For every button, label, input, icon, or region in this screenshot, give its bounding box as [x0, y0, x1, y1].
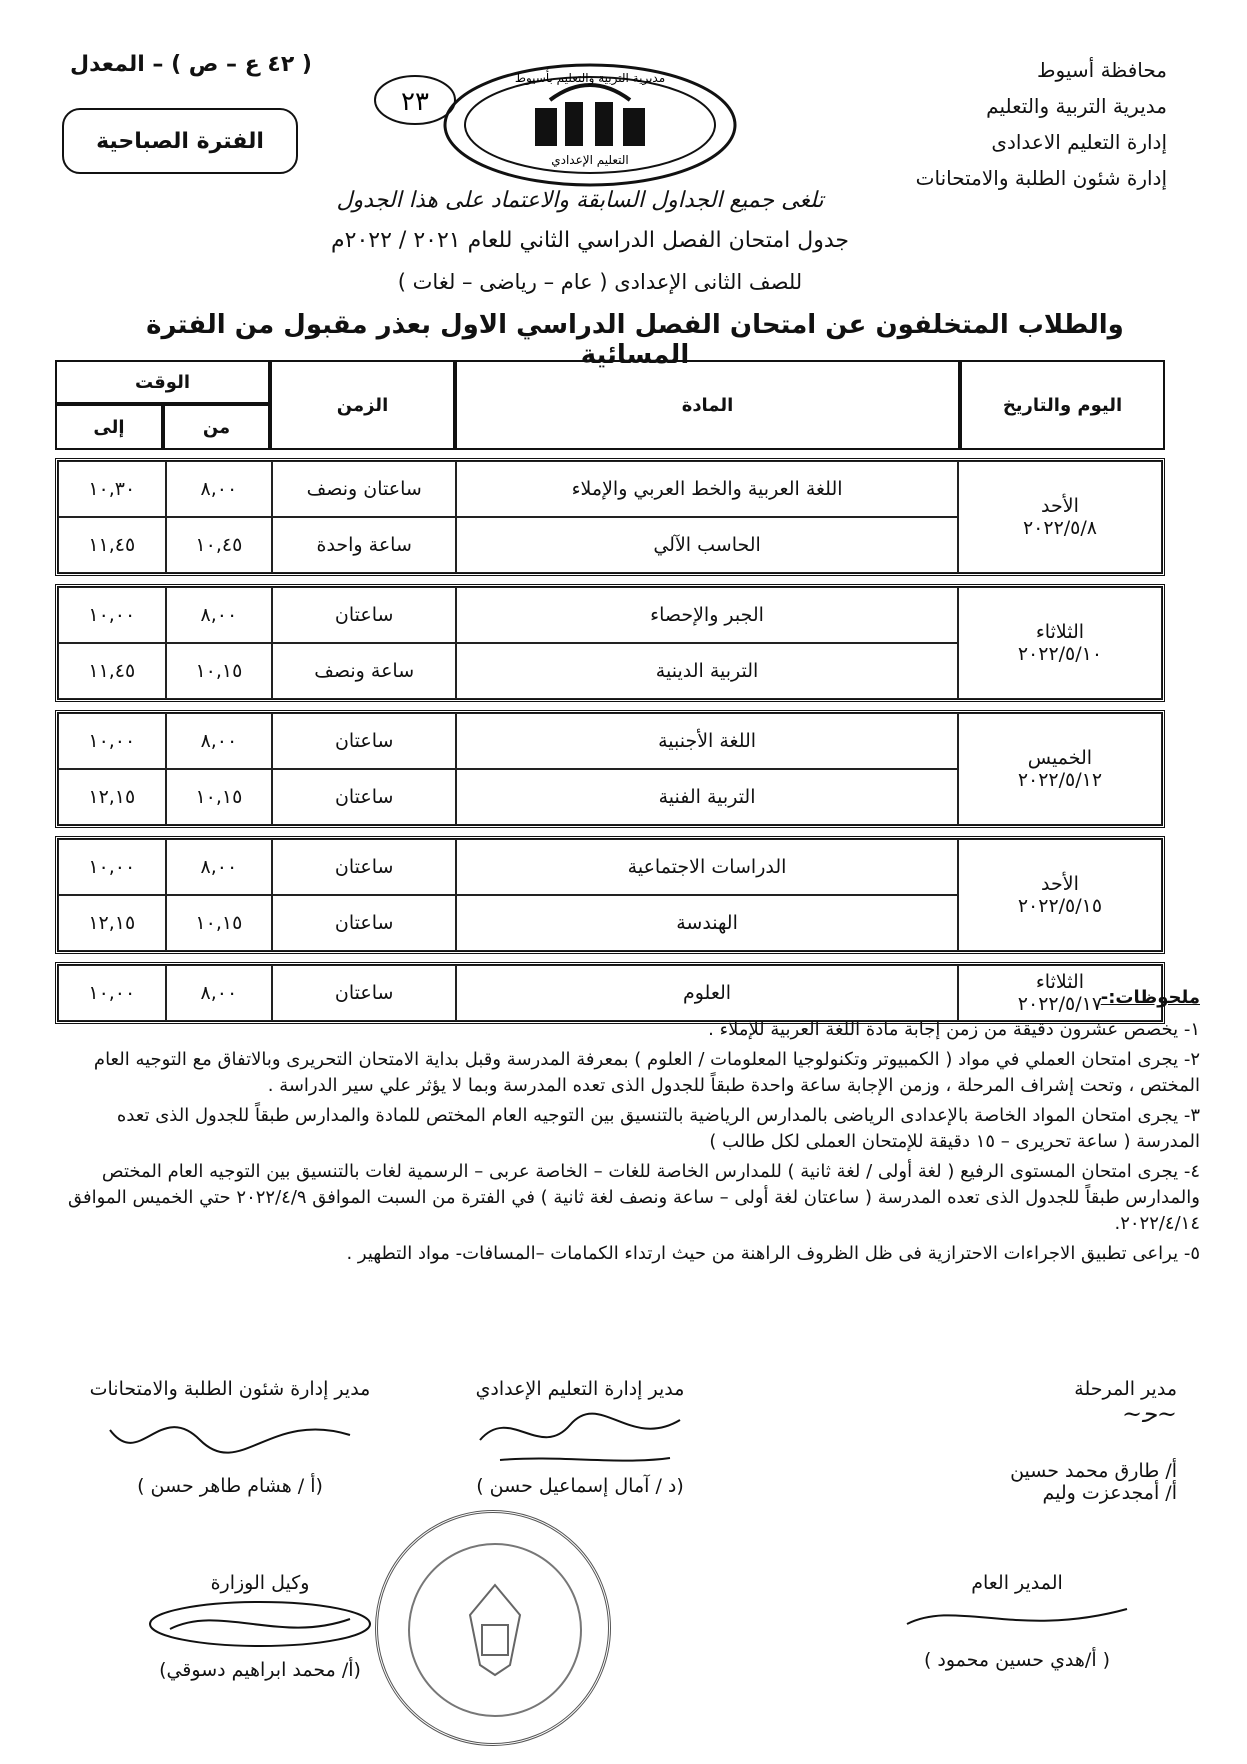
day-date-cell [958, 587, 1162, 699]
affairs-director-name: (أ / هشام طاهر حسن ) [137, 1475, 323, 1497]
subject-cell: الحاسب الآلي [456, 517, 958, 573]
exam-date: ٢٠٢٢/٥/١٥ [1017, 895, 1103, 917]
day-name: الأحد [1041, 873, 1079, 895]
signature-scribble-icon [130, 1594, 390, 1654]
prep-director-title: مدير إدارة التعليم الإعدادي [475, 1378, 685, 1400]
day-name: الأحد [1041, 495, 1079, 517]
stamp-eagle-icon [408, 1543, 582, 1717]
note-item: ٢- يجرى امتحان العملي في مواد ( الكمبيوتر وتكنولوجيا المعلومات / العلوم ) بمعرفة المدرسة وقبل بداية الامتحان التحريرى وبالاتفاق مع التوجيه العام المختص ، وتحت إشراف المرحلة ، وزمن الإجابة ساعة واحدة طبقاً للجدول الذى تعده المدرسة وبما لا يؤثر علي سير الدراسة . [93, 1049, 1200, 1096]
prep-director-signature [380, 1378, 780, 1497]
subject-cell: اللغة العربية والخط العربي والإملاء [456, 461, 958, 517]
ministry-logo [440, 60, 740, 190]
header-duration: الزمن [270, 360, 455, 450]
subject-cell: الدراسات الاجتماعية [456, 839, 958, 895]
affairs-director-signature [70, 1378, 390, 1497]
header-day: اليوم والتاريخ [960, 360, 1165, 450]
subject-cell: التربية الدينية [456, 643, 958, 699]
exam-date: ٢٠٢٢/٥/٨ [1022, 517, 1097, 539]
day-name: الخميس [1027, 747, 1093, 769]
table-row [58, 587, 1162, 643]
stage-manager-name-2: أ/ أمجدعزت وليم [1042, 1482, 1177, 1504]
exam-schedule-table [55, 360, 1165, 1024]
note-item: ٣- يجرى امتحان المواد الخاصة بالإعدادى الرياضى بالمدارس الرياضية بالتنسيق بين التوجيه العام المختص للمادة والمدارس طبقاً للجدول الذى تعده المدرسة ( ساعة تحريرى – ١٥ دقيقة للإمتحان العملى لكل طالب ) [116, 1105, 1200, 1152]
table-row [58, 713, 1162, 769]
undersecretary-title: وكيل الوزارة [210, 1572, 310, 1594]
day-block [55, 836, 1165, 954]
department-line: إدارة شئون الطلبة والامتحانات [915, 166, 1167, 190]
time-from-cell: ٨,٠٠ [166, 839, 273, 895]
period-label: الفترة الصباحية [96, 128, 264, 154]
table-row [58, 461, 1162, 517]
subject-cell: العلوم [456, 965, 958, 1021]
handwritten-note: تلغى جميع الجداول السابقة والاعتماد على هذا الجدول [336, 188, 824, 213]
duration-cell: ساعة واحدة [272, 517, 456, 573]
subject-cell: اللغة الأجنبية [456, 713, 958, 769]
signature-scribble: ~ﺣ~ [1121, 1400, 1177, 1428]
exam-date: ٢٠٢٢/٥/١٠ [1017, 643, 1103, 665]
day-date-cell [958, 713, 1162, 825]
notes-title: ملحوظات:- [1100, 987, 1200, 1008]
duration-cell: ساعتان [272, 839, 456, 895]
time-from-cell: ٨,٠٠ [166, 713, 273, 769]
administration-line: إدارة التعليم الاعدادى [991, 130, 1167, 154]
stage-manager-title: مدير المرحلة [1074, 1378, 1177, 1400]
notes-section [50, 985, 1200, 1271]
undersecretary-signature [100, 1572, 420, 1681]
header-from: من [163, 404, 270, 450]
day-blocks [55, 458, 1165, 1024]
header-subject: المادة [455, 360, 960, 450]
stage-manager-signature [917, 1378, 1177, 1504]
affairs-director-title: مدير إدارة شئون الطلبة والامتحانات [89, 1378, 371, 1400]
note-item: ١- يخصص عشرون دقيقة من زمن إجابة مادة اللغة العربية للإملاء . [708, 1019, 1200, 1040]
time-to-cell: ١٢,١٥ [58, 895, 166, 951]
governorate-line: محافظة أسيوط [1037, 58, 1167, 82]
time-to-cell: ١٠,٠٠ [58, 587, 166, 643]
form-code: ( ٤٢ ع – ص ) – المعدل [70, 52, 312, 77]
directorate-line: مديرية التربية والتعليم [986, 94, 1167, 118]
general-manager-signature [867, 1572, 1167, 1671]
prep-director-name: (د / آمال إسماعيل حسن ) [476, 1475, 684, 1497]
time-from-cell: ١٠,٤٥ [166, 517, 273, 573]
undersecretary-name: (أ/ محمد ابراهيم دسوقي) [159, 1659, 361, 1681]
day-block [55, 710, 1165, 828]
time-from-cell: ٨,٠٠ [166, 965, 273, 1021]
time-from-cell: ١٠,١٥ [166, 895, 273, 951]
time-from-cell: ٨,٠٠ [166, 461, 273, 517]
header-to: إلى [55, 404, 163, 450]
duration-cell: ساعة ونصف [272, 643, 456, 699]
general-manager-title: المدير العام [971, 1572, 1063, 1594]
subject-cell: التربية الفنية [456, 769, 958, 825]
exam-title: جدول امتحان الفصل الدراسي الثاني للعام ٢٠٢١ / ٢٠٢٢م [331, 228, 849, 253]
time-to-cell: ١٠,٠٠ [58, 839, 166, 895]
signature-scribble-icon [897, 1594, 1137, 1644]
time-to-cell: ١٢,١٥ [58, 769, 166, 825]
duration-cell: ساعتان [272, 769, 456, 825]
logo-top-text: مديرية التربية والتعليم بأسيوط [514, 71, 666, 85]
time-to-cell: ١٠,٣٠ [58, 461, 166, 517]
day-name: الثلاثاء [1035, 971, 1084, 993]
page-number-text: ٢٣ [401, 87, 429, 117]
time-from-cell: ١٠,١٥ [166, 769, 273, 825]
time-from-cell: ٨,٠٠ [166, 587, 273, 643]
logo-bottom-text: التعليم الإعدادي [551, 153, 629, 167]
time-from-cell: ١٠,١٥ [166, 643, 273, 699]
duration-cell: ساعتان [272, 587, 456, 643]
period-badge [62, 108, 298, 174]
header-time: الوقت [55, 360, 270, 404]
latecomers-title: والطلاب المتخلفون عن امتحان الفصل الدراسي الاول بعذر مقبول من الفترة المسائية [146, 310, 1124, 370]
general-manager-name: ( أ/هدي حسين محمود ) [923, 1649, 1111, 1671]
table-row [58, 839, 1162, 895]
signature-scribble-icon [470, 1400, 690, 1470]
time-to-cell: ١١,٤٥ [58, 643, 166, 699]
exam-date: ٢٠٢٢/٥/١٢ [1017, 769, 1103, 791]
day-block [55, 584, 1165, 702]
day-date-cell [958, 839, 1162, 951]
subject-cell: الجبر والإحصاء [456, 587, 958, 643]
duration-cell: ساعتان ونصف [272, 461, 456, 517]
authority-header [827, 52, 1167, 196]
day-date-cell [958, 461, 1162, 573]
subject-cell: الهندسة [456, 895, 958, 951]
time-to-cell: ١٠,٠٠ [58, 965, 166, 1021]
table-header [55, 360, 1165, 450]
signature-scribble-icon [100, 1400, 360, 1470]
note-item: ٥- يراعى تطبيق الاجراءات الاحترازية فى ظل الظروف الراهنة من حيث ارتداء الكمامات –المسافات- مواد التطهير . [346, 1243, 1200, 1264]
time-to-cell: ١١,٤٥ [58, 517, 166, 573]
time-to-cell: ١٠,٠٠ [58, 713, 166, 769]
stage-manager-name-1: أ/ طارق محمد حسين [1010, 1460, 1177, 1482]
duration-cell: ساعتان [272, 713, 456, 769]
day-block [55, 458, 1165, 576]
exam-date: ٢٠٢٢/٥/١٧ [1017, 993, 1103, 1015]
grade-title: للصف الثانى الإعدادى ( عام – رياضى – لغات ) [397, 270, 803, 294]
day-name: الثلاثاء [1035, 621, 1085, 643]
duration-cell: ساعتان [272, 965, 456, 1021]
note-item: ٤- يجرى امتحان المستوى الرفيع ( لغة أولى / لغة ثانية ) للمدارس الخاصة للغات – الخاصة عربى – الرسمية لغات بالتنسيق بين التوجيه العام المختص والمدارس طبقاً للجدول الذى تعده المدرسة ( ساعتان لغة أولى – ساعة ونصف لغة ثانية ) في الفترة من السبت الموافق ٢٠٢٢/٤/٩ حتي الخميس الموافق ٢٠٢٢/٤/١٤. [67, 1161, 1200, 1234]
duration-cell: ساعتان [272, 895, 456, 951]
